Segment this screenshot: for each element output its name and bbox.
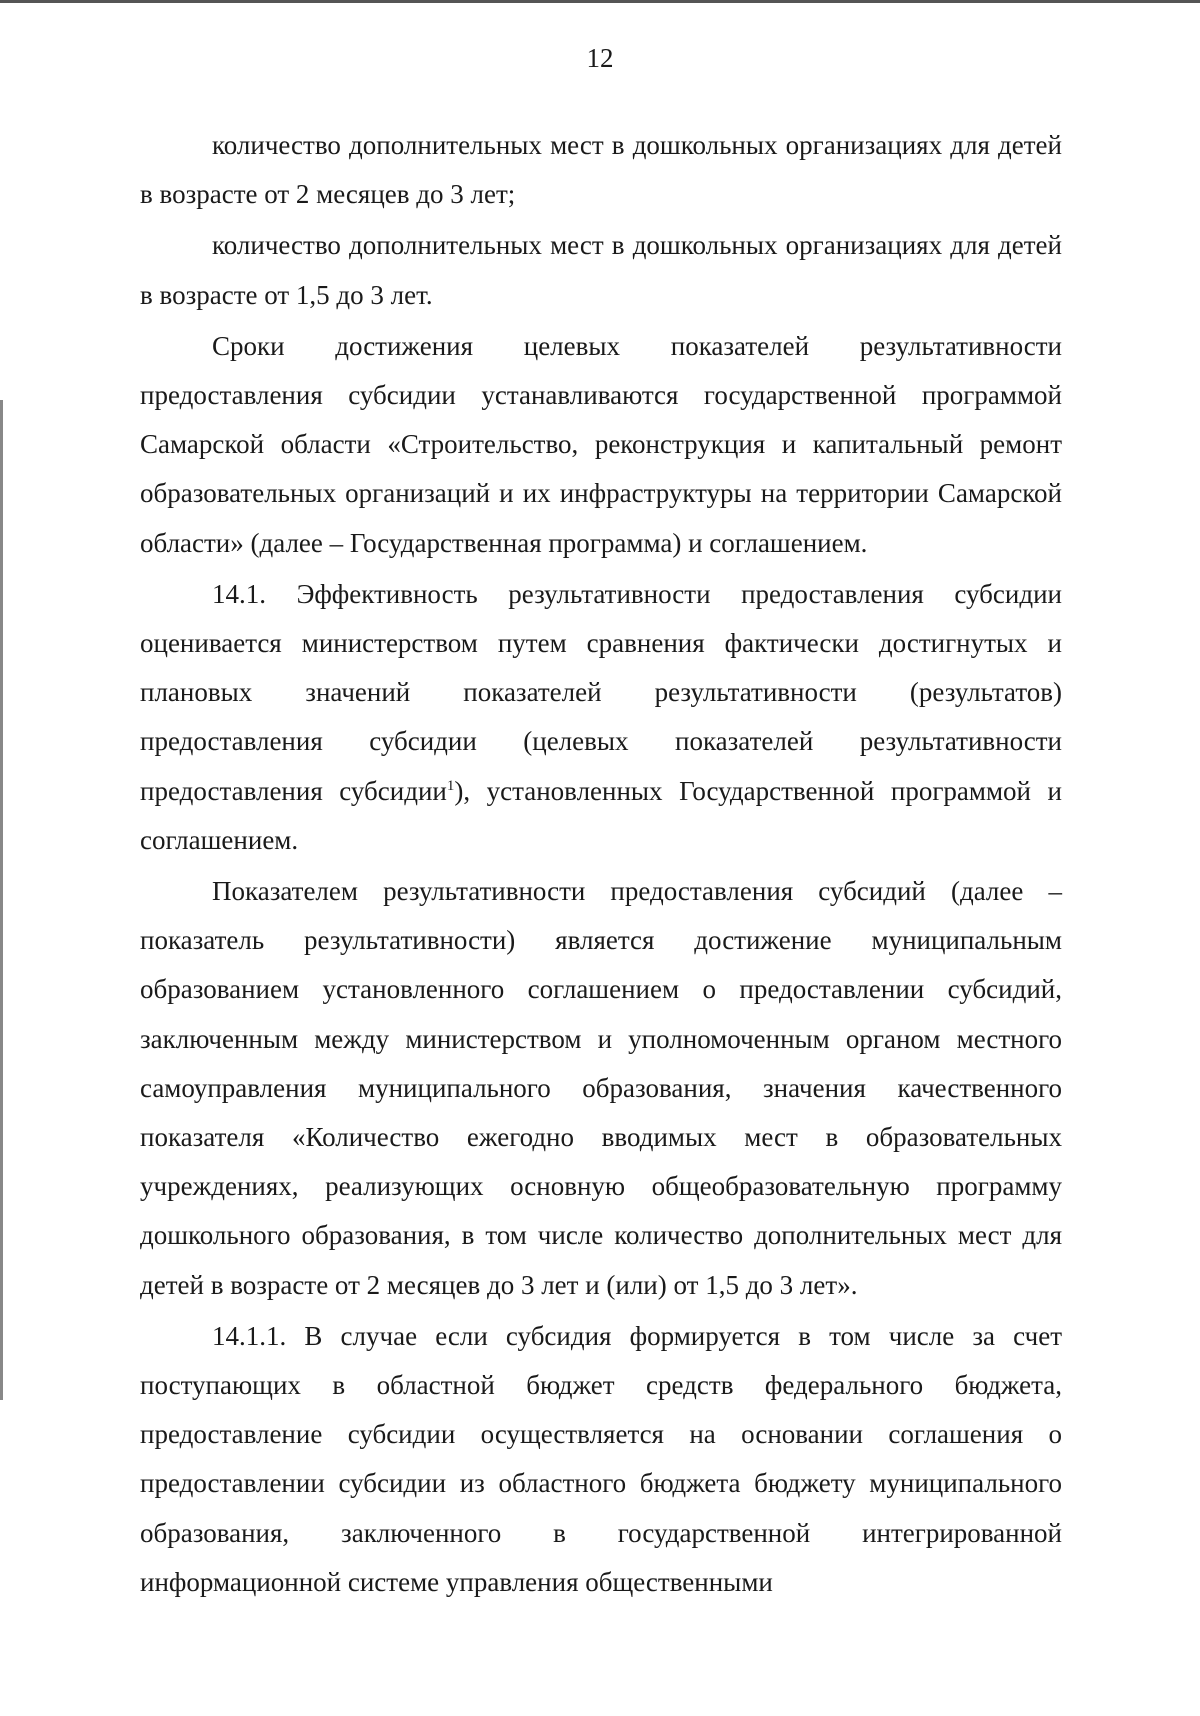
document-body (140, 121, 1062, 1607)
paragraph-5: Показателем результативности предоставления субсидий (далее – показатель результативности) является достижение муниципальным образованием установленного соглашением о предоставлении субсидий, заключенным между министерством и уполномоченным органом местного самоуправления муниципального образования, значения качественного показателя «Количество ежегодно вводимых мест в образовательных учреждениях, реализующих основную общеобразовательную программу дошкольного образования, в том числе количество дополнительных мест для детей в возрасте от 2 месяцев до 3 лет и (или) от 1,5 до 3 лет». (140, 876, 1062, 1300)
paragraph-4 (140, 570, 1062, 865)
footnote-marker: 1 (446, 777, 455, 794)
paragraph-3: Сроки достижения целевых показателей результативности предоставления субсидии устанавливаются государственной программой Самарской области «Строительство, реконструкция и капитальный ремонт образовательных организаций и их инфраструктуры на территории Самарской области» (далее – Государственная программа) и соглашением. (140, 330, 1062, 558)
scan-edge-left (0, 400, 3, 1400)
paragraph-6: 14.1.1. В случае если субсидия формируется в том числе за счет поступающих в областной бюджет средств федерального бюджета, предоставление субсидии осуществляется на основании соглашения о предоставлении субсидии из областного бюджета бюджету муниципального образования, заключенного в государственной интегрированной информационной системе управления общественными (140, 1320, 1062, 1597)
paragraph-4-text-after: ), установленных Государственной программой и соглашением. (140, 775, 1062, 855)
paragraph-1: количество дополнительных мест в дошкольных организациях для детей в возрасте от 2 месяцев до 3 лет; (140, 130, 1062, 210)
paragraph-2: количество дополнительных мест в дошкольных организациях для детей в возрасте от 1,5 до 3 лет. (140, 230, 1062, 310)
scan-edge-top (0, 0, 1200, 3)
page-number: 12 (586, 43, 614, 73)
paragraph-4-text-before: 14.1. Эффективность результативности предоставления субсидии оценивается министерством путем сравнения фактически достигнутых и плановых значений показателей результативности (результатов) предоставления субсидии (целевых показателей результативности предоставления субсидии (140, 578, 1062, 806)
